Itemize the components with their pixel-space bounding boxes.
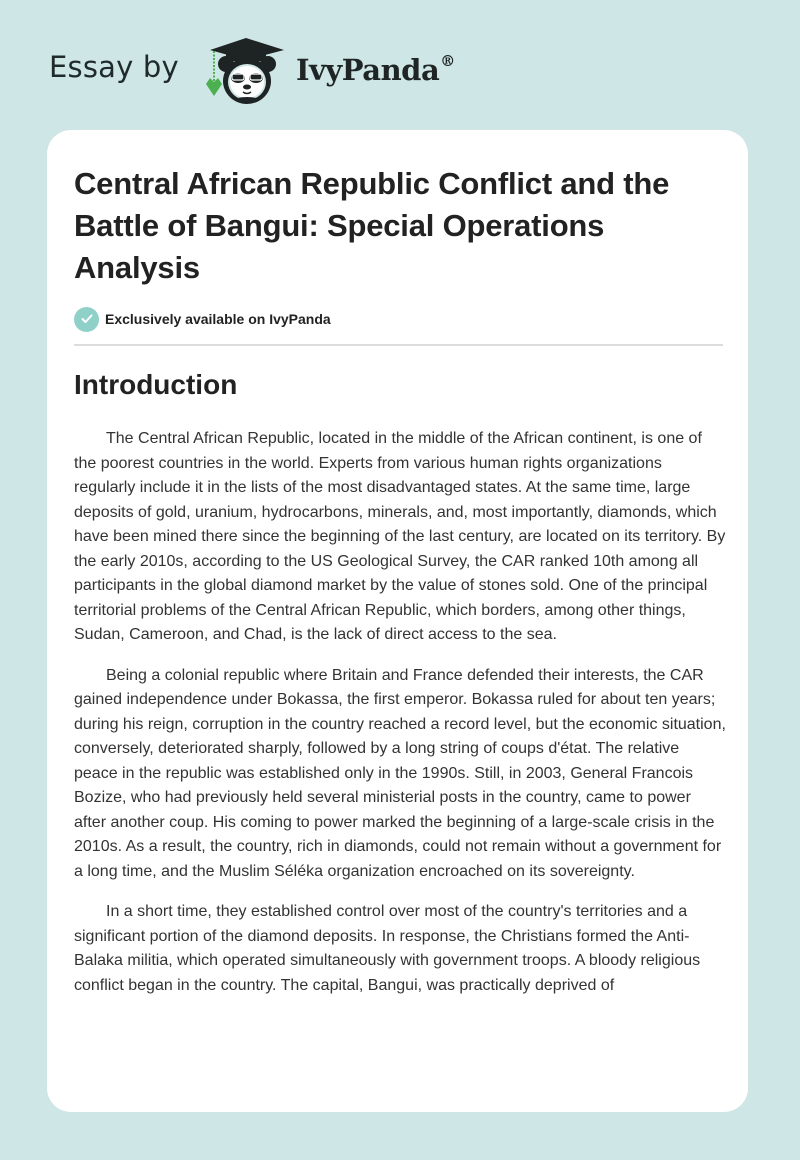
essay-by-label: Essay by xyxy=(49,50,179,84)
divider xyxy=(74,344,723,346)
site-header xyxy=(0,0,800,130)
check-circle-icon xyxy=(74,307,99,332)
paragraph: The Central African Republic, located in the middle of the African continent, is one of the poorest countries in the world. Experts from various human rights organizations regularly include it in the lists of the most disadvantaged states. At the same time, large deposits of gold, uranium, hydrocarbons, minerals, and, most importantly, diamonds, which have been mined there since the beginning of the last century, are located on its territory. By the early 2010s, according to the US Geological Survey, the CAR ranked 10th among all participants in the global diamond market by the value of stones sold. One of the principal territorial problems of the Central African Republic, which borders, among other things, Sudan, Cameroon, and Chad, is the lack of direct access to the sea. xyxy=(74,430,726,643)
brand-logo-text[interactable] xyxy=(296,52,455,87)
brand-name: IvyPanda xyxy=(296,53,440,87)
exclusive-badge xyxy=(74,306,331,332)
essay-card xyxy=(47,130,748,1112)
exclusive-label: Exclusively available on IvyPanda xyxy=(105,311,331,327)
section-heading-introduction: Introduction xyxy=(74,369,238,400)
page-title: Central African Republic Conflict and the Battle of Bangui: Special Operations Analysis xyxy=(74,166,670,285)
essay-body xyxy=(74,427,726,1014)
panda-graduation-cap-icon[interactable] xyxy=(200,34,292,108)
registered-mark: ® xyxy=(440,52,455,70)
paragraph: In a short time, they established control over most of the country's territories and a significant portion of the diamond deposits. In response, the Christians formed the Anti-Balaka militia, which operated simultaneously with government troops. A bloody religious conflict began in the country. The capital, Bangui, was practically deprived of xyxy=(74,903,701,994)
paragraph: Being a colonial republic where Britain and France defended their interests, the CAR gained independence under Bokassa, the first emperor. Bokassa ruled for about ten years; during his reign, corruption in the country reached a record level, but the economic situation, conversely, deteriorated sharply, followed by a long string of coups d'état. The relative peace in the republic was established only in the 1990s. Still, in 2003, General Francois Bozize, who had previously held several ministerial posts in the country, came to power after another coup. His coming to power marked the beginning of a large-scale crisis in the 2010s. As a result, the country, rich in diamonds, could not remain without a government for a long time, and the Muslim Séléka organization encroached on its sovereignty. xyxy=(74,666,726,880)
